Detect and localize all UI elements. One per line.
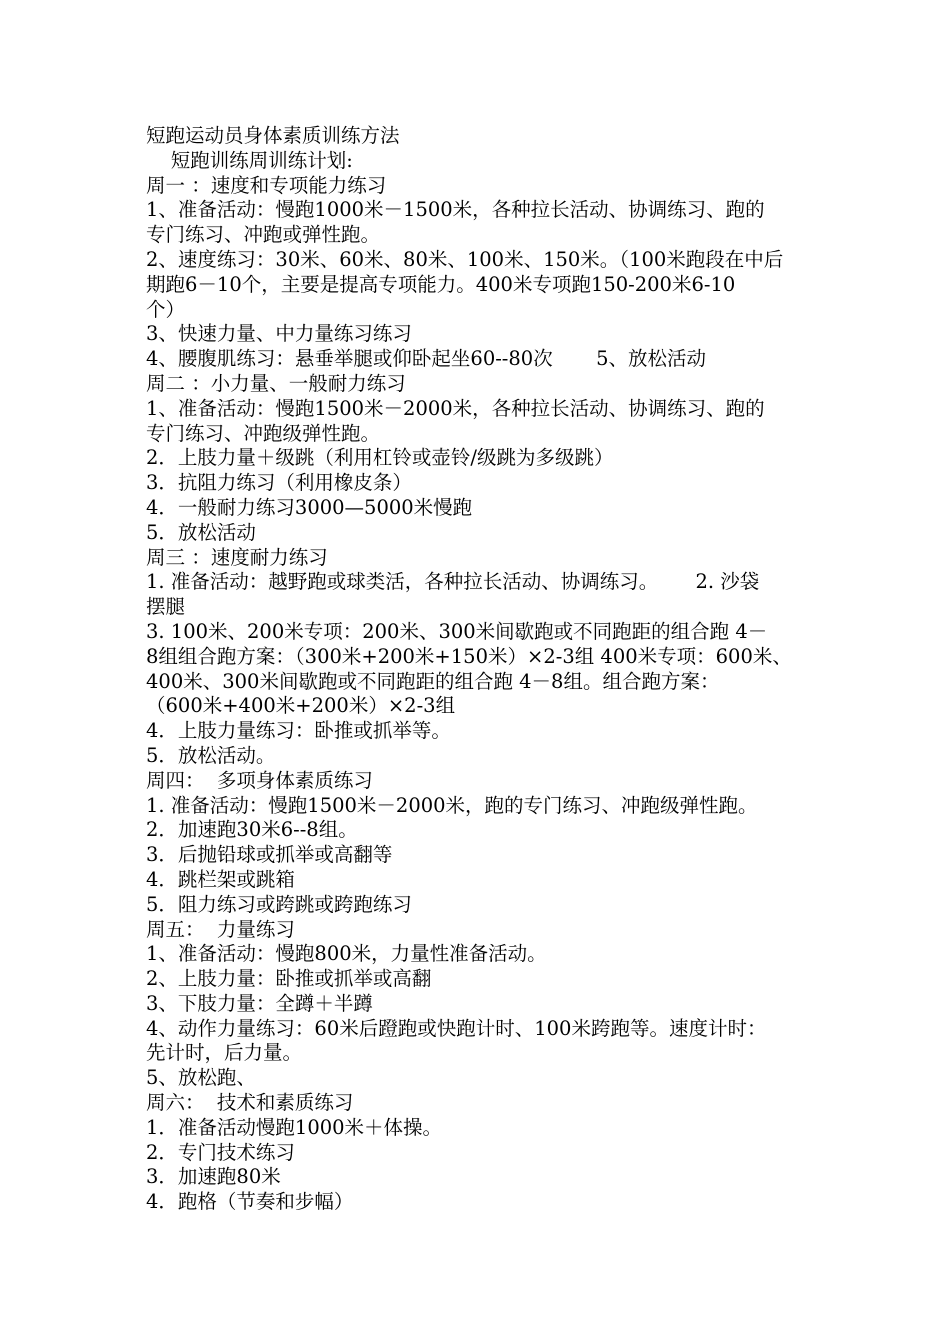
text-line: 2．上肢力量＋级跳（利用杠铃或壶铃/级跳为多级跳） <box>146 446 614 470</box>
text-line: （600米+400米+200米）×2-3组 <box>146 694 456 718</box>
text-line: 1、准备活动：慢跑800米，力量性准备活动。 <box>146 942 547 966</box>
day-heading-friday: 周五： 力量练习 <box>146 917 295 941</box>
text-line: 3、快速力量、中力量练习练习 <box>146 322 412 346</box>
text-line: 专门练习、冲跑级弹性跑。 <box>146 421 381 445</box>
text-line: 1、准备活动：慢跑1500米－2000米，各种拉长活动、协调练习、跑的 <box>146 396 765 420</box>
day-heading-tuesday: 周二 ：小力量、一般耐力练习 <box>146 371 406 395</box>
text-line: 5．阻力练习或跨跳或跨跑练习 <box>146 892 412 916</box>
text-line: 个） <box>146 297 186 321</box>
document-title: 短跑运动员身体素质训练方法 <box>146 124 400 147</box>
text-line: 3．加速跑80米 <box>146 1165 281 1189</box>
text-line: 摆腿 <box>146 595 186 619</box>
day-heading-wednesday: 周三 ：速度耐力练习 <box>146 545 328 569</box>
text-line: 3．抗阻力练习（利用橡皮条） <box>146 471 412 495</box>
text-line: 3. 100米、200米专项：200米、300米间歇跑或不同跑距的组合跑 4－ <box>146 619 768 643</box>
text-line: 1. 准备活动：越野跑或球类活，各种拉长活动、协调练习。 2. 沙袋 <box>146 570 760 594</box>
text-line: 8组组合跑方案：（300米+200米+150米）×2-3组 400米专项：600米、 <box>146 644 792 668</box>
text-line: 先计时，后力量。 <box>146 1041 303 1065</box>
text-line: 1、准备活动：慢跑1000米－1500米，各种拉长活动、协调练习、跑的 <box>146 198 765 222</box>
text-line: 2、上肢力量：卧推或抓举或高翻 <box>146 967 432 991</box>
text-line: 5．放松活动 <box>146 520 256 544</box>
day-heading-thursday: 周四： 多项身体素质练习 <box>146 768 373 792</box>
text-line: 3、下肢力量：全蹲＋半蹲 <box>146 991 373 1015</box>
text-line: 3．后抛铅球或抓举或高翻等 <box>146 843 393 867</box>
text-line: 4．一般耐力练习3000—5000米慢跑 <box>146 495 473 519</box>
text-line: 4．上肢力量练习：卧推或抓举等。 <box>146 719 451 743</box>
text-line: 期跑6－10个，主要是提高专项能力。400米专项跑150-200米6-10 <box>146 272 736 296</box>
text-line: 专门练习、冲跑或弹性跑。 <box>146 223 381 247</box>
text-line: 4、动作力量练习：60米后蹬跑或快跑计时、100米跨跑等。速度计时： <box>146 1016 767 1040</box>
text-line: 2．加速跑30米6--8组。 <box>146 818 358 842</box>
text-line: 1. 准备活动：慢跑1500米－2000米，跑的专门练习、冲跑级弹性跑。 <box>146 793 758 817</box>
day-heading-saturday: 周六： 技术和素质练习 <box>146 1091 354 1115</box>
text-line: 2、速度练习：30米、60米、80米、100米、150米。（100米跑段在中后 <box>146 247 784 271</box>
plan-heading: 短跑训练周训练计划: <box>146 148 353 172</box>
text-line: 1．准备活动慢跑1000米＋体操。 <box>146 1115 443 1139</box>
text-line: 4、腰腹肌练习：悬垂举腿或仰卧起坐60--80次 5、放松活动 <box>146 347 707 371</box>
text-line: 5、放松跑、 <box>146 1066 256 1090</box>
text-line: 4．跑格（节奏和步幅） <box>146 1190 354 1214</box>
text-line: 2．专门技术练习 <box>146 1140 295 1164</box>
text-line: 400米、300米间歇跑或不同跑距的组合跑 4－8组。组合跑方案： <box>146 669 720 693</box>
text-line: 5．放松活动。 <box>146 743 276 767</box>
document-page <box>146 124 816 1215</box>
day-heading-monday: 周一 ：速度和专项能力练习 <box>146 173 387 197</box>
text-line: 4．跳栏架或跳箱 <box>146 867 295 891</box>
